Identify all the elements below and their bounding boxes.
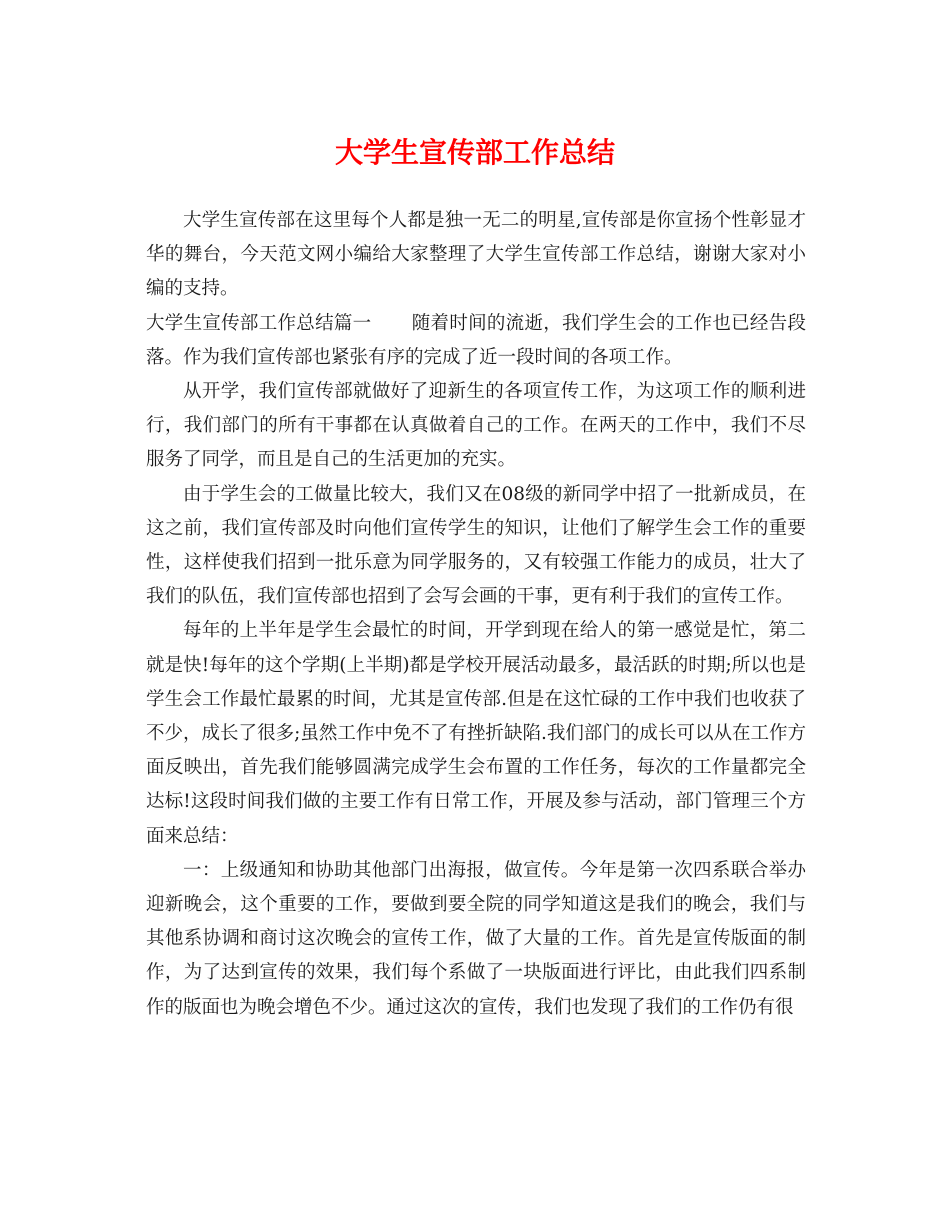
document-body [146, 204, 806, 1025]
body-paragraph: 由于学生会的工做量比较大，我们又在08级的新同学中招了一批新成员，在这之前，我们宣传部及时向他们宣传学生的知识，让他们了解学生会工作的重要性，这样使我们招到一批乐意为同学服务的，又有较强工作能力的成员，壮大了我们的队伍，我们宣传部也招到了会写会画的干事，更有利于我们的宣传工作。 [146, 483, 806, 608]
document-title: 大学生宣传部工作总结 [334, 136, 615, 169]
intro-paragraph: 大学生宣传部在这里每个人都是独一无二的明星,宣传部是你宣扬个性彰显才华的舞台，今天范文网小编给大家整理了大学生宣传部工作总结，谢谢大家对小编的支持。 [146, 210, 806, 300]
body-paragraph: 一：上级通知和协助其他部门出海报，做宣传。今年是第一次四系联合举办迎新晚会，这个重要的工作，要做到要全院的同学知道这是我们的晚会，我们与其他系协调和商讨这次晚会的宣传工作，做了大量的工作。首先是宣传版面的制作，为了达到宣传的效果，我们每个系做了一块版面进行评比，由此我们四系制作的版面也为晚会增色不少。通过这次的宣传，我们也发现了我们的工作仍有很 [146, 859, 806, 1018]
section-paragraph [146, 307, 806, 375]
section-heading: 大学生宣传部工作总结篇一 [146, 312, 372, 334]
section-first-paragraph: 随着时间的流逝，我们学生会的工作也已经告段落。作为我们宣传部也紧张有序的完成了近一段时间的各项工作。 [146, 312, 806, 368]
body-paragraph: 从开学，我们宣传部就做好了迎新生的各项宣传工作，为这项工作的顺利进行，我们部门的所有干事都在认真做着自己的工作。在两天的工作中，我们不尽服务了同学，而且是自己的生活更加的充实。 [146, 381, 806, 471]
body-paragraph: 每年的上半年是学生会最忙的时间，开学到现在给人的第一感觉是忙，第二就是快!每年的这个学期(上半期)都是学校开展活动最多，最活跃的时期;所以也是学生会工作最忙最累的时间，尤其是宣传部.但是在这忙碌的工作中我们也收获了不少，成长了很多;虽然工作中免不了有挫折缺陷.我们部门的成长可以从在工作方面反映出，首先我们能够圆满完成学生会布置的工作任务，每次的工作量都完全达标!这段时间我们做的主要工作有日常工作，开展及参与活动，部门管理三个方面来总结： [146, 620, 806, 847]
